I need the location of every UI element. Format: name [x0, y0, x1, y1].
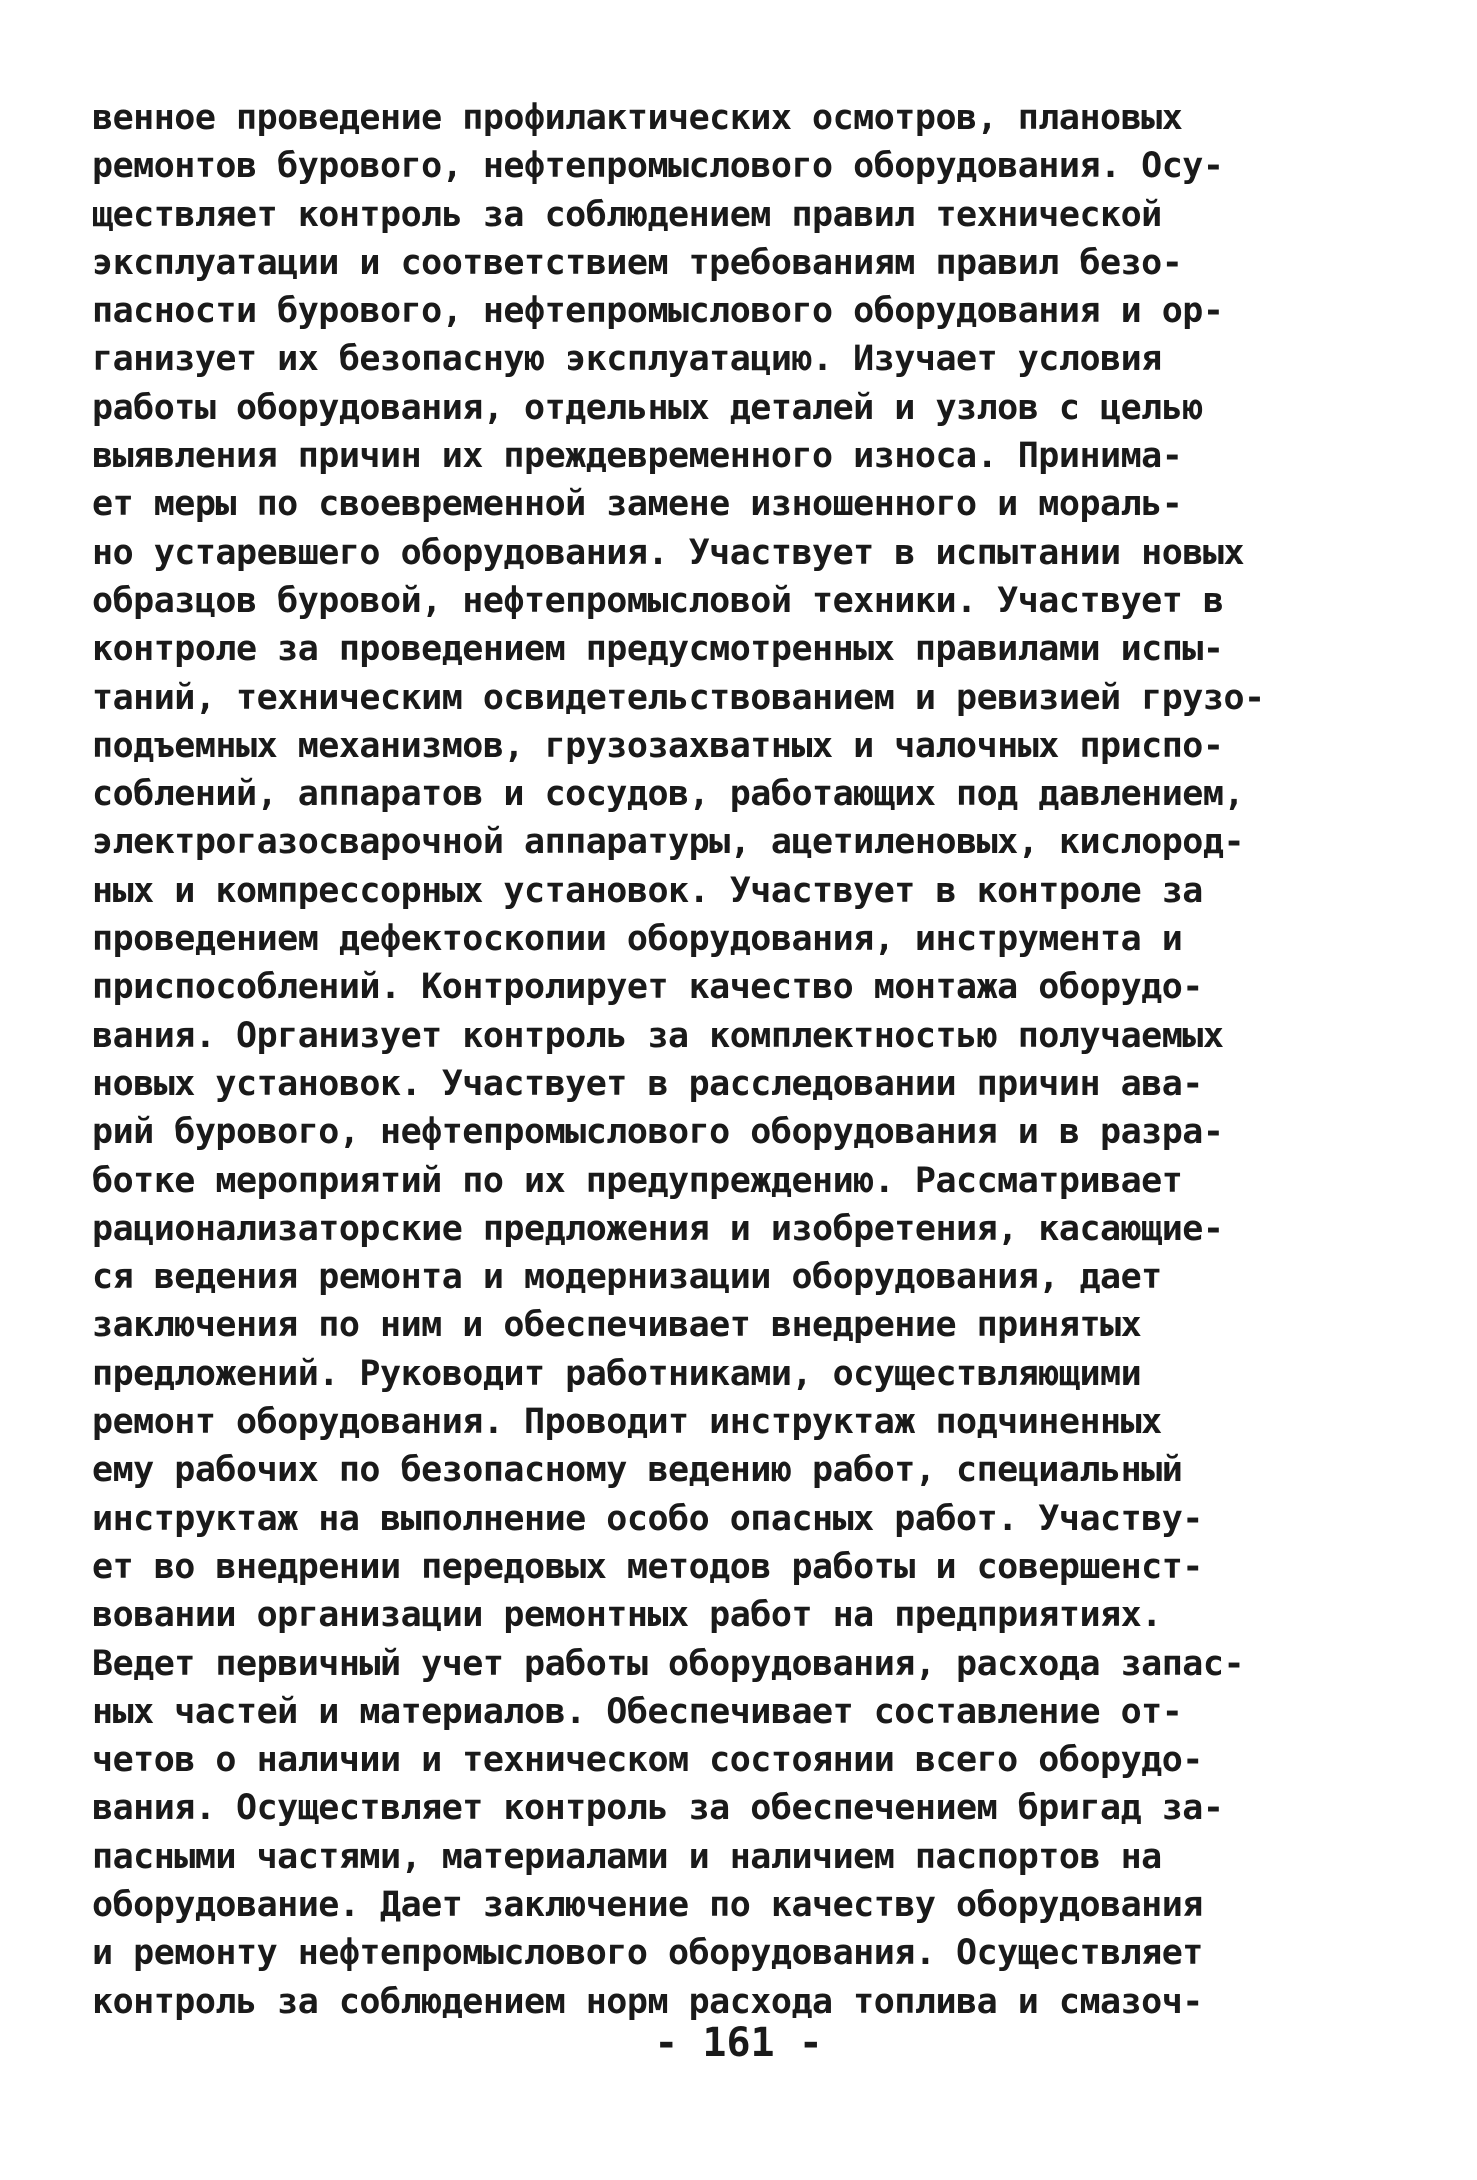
text-line: контроль за соблюдением норм расхода топлива и смазоч-	[92, 1981, 1203, 2022]
text-line: новых установок. Участвует в расследовании причин ава-	[92, 1063, 1203, 1104]
text-line: ных частей и материалов. Обеспечивает составление от-	[92, 1691, 1183, 1732]
text-line: проведением дефектоскопии оборудования, инструмента и	[92, 919, 1183, 960]
text-line: инструктаж на выполнение особо опасных работ. Участву-	[92, 1498, 1203, 1539]
text-line: ганизует их безопасную эксплуатацию. Изучает условия	[92, 339, 1162, 380]
text-line: и ремонту нефтепромыслового оборудования. Осуществляет	[92, 1933, 1203, 1974]
text-line: венное проведение профилактических осмотров, плановых	[92, 98, 1183, 138]
text-line: работы оборудования, отдельных деталей и узлов с целью	[92, 387, 1203, 428]
text-line: вовании организации ремонтных работ на предприятиях.	[92, 1595, 1162, 1636]
text-line: вания. Осуществляет контроль за обеспечением бригад за-	[92, 1788, 1224, 1829]
text-line: таний, техническим освидетельствованием и ревизией грузо-	[92, 677, 1265, 718]
text-line: соблений, аппаратов и сосудов, работающих под давлением,	[92, 774, 1245, 815]
text-line: оборудование. Дает заключение по качеству оборудования	[92, 1884, 1203, 1925]
text-line: пасности бурового, нефтепромыслового оборудования и ор-	[92, 291, 1224, 332]
text-line: пасными частями, материалами и наличием паспортов на	[92, 1836, 1162, 1877]
text-line: ремонт оборудования. Проводит инструктаж подчиненных	[92, 1402, 1162, 1443]
text-line: рий бурового, нефтепромыслового оборудования и в разра-	[92, 1112, 1224, 1153]
text-line: ществляет контроль за соблюдением правил технической	[92, 194, 1162, 235]
text-line: электрогазосварочной аппаратуры, ацетиленовых, кислород-	[92, 822, 1245, 863]
text-line: заключения по ним и обеспечивает внедрение принятых	[92, 1305, 1142, 1346]
text-line: вания. Организует контроль за комплектностью получаемых	[92, 1015, 1224, 1056]
text-line: ет во внедрении передовых методов работы и совершенст-	[92, 1546, 1203, 1587]
text-line: ет меры по своевременной замене изношенного и мораль-	[92, 484, 1183, 525]
text-line: эксплуатации и соответствием требованиям правил безо-	[92, 242, 1183, 283]
text-line: подъемных механизмов, грузозахватных и чалочных приспо-	[92, 725, 1224, 766]
text-line: приспособлений. Контролирует качество монтажа оборудо-	[92, 967, 1203, 1008]
body-text	[92, 94, 1422, 2026]
text-line: выявления причин их преждевременного износа. Принима-	[92, 436, 1183, 477]
text-line: но устаревшего оборудования. Участвует в испытании новых	[92, 532, 1245, 573]
text-line: образцов буровой, нефтепромысловой техники. Участвует в	[92, 580, 1224, 621]
text-line: предложений. Руководит работниками, осуществляющими	[92, 1353, 1142, 1394]
text-line: ремонтов бурового, нефтепромыслового оборудования. Осу-	[92, 146, 1224, 187]
text-line: контроле за проведением предусмотренных правилами испы-	[92, 629, 1224, 670]
text-line: ных и компрессорных установок. Участвует в контроле за	[92, 870, 1203, 911]
text-line: четов о наличии и техническом состоянии всего оборудо-	[92, 1740, 1203, 1781]
text-line: Ведет первичный учет работы оборудования, расхода запас-	[92, 1643, 1245, 1684]
page-number: - 161 -	[654, 2020, 823, 2066]
text-line: рационализаторские предложения и изобретения, касающие-	[92, 1208, 1224, 1249]
text-line: ся ведения ремонта и модернизации оборудования, дает	[92, 1257, 1162, 1298]
text-line: ботке мероприятий по их предупреждению. Рассматривает	[92, 1160, 1183, 1201]
text-line: ему рабочих по безопасному ведению работ, специальный	[92, 1450, 1183, 1491]
